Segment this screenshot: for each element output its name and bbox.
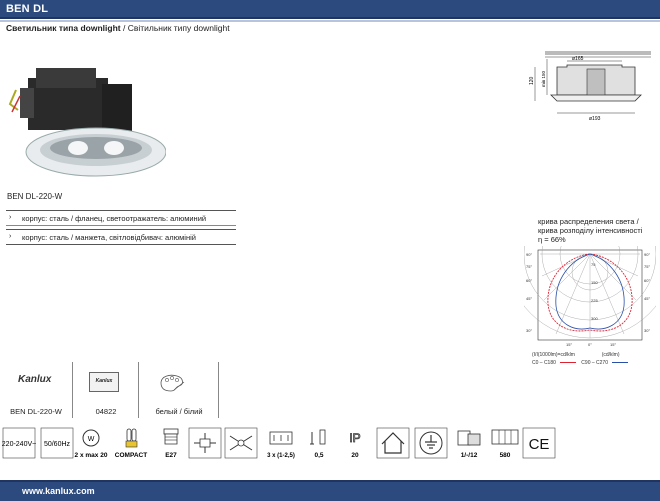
socket-icon — [154, 426, 188, 460]
angle-left-75: 75° — [526, 264, 533, 269]
voltage-icon — [2, 426, 36, 460]
angle-bottom: 0° — [588, 342, 592, 347]
legend-c0: C0 – C180 — [532, 360, 556, 366]
footer-url[interactable]: www.kanlux.com — [22, 486, 95, 496]
ring-label: 300 — [591, 316, 598, 321]
angle-left-90: 90° — [526, 252, 533, 257]
info-model: BEN DL-220-W — [10, 407, 62, 416]
mounting-icon — [188, 426, 222, 460]
polar-caption-line2: крива розподілу інтенсивності — [538, 226, 643, 235]
svg-text:W: W — [87, 436, 95, 443]
package-icon — [89, 372, 119, 392]
header-divider — [0, 20, 660, 22]
icon-label: 1/-/12 — [460, 452, 478, 459]
legend-unit-right: (cd/klm) — [601, 352, 620, 358]
earth-icon — [414, 426, 448, 460]
polar-legend-row1 — [532, 352, 620, 358]
angle-right-60: 60° — [644, 278, 651, 283]
angle-left-30: 30° — [526, 328, 533, 333]
icon-label: 50/60Hz — [43, 441, 71, 448]
chevron-right-icon: › — [9, 214, 12, 221]
ip-icon — [338, 426, 372, 460]
pieces-icon — [488, 426, 522, 460]
chevron-right-icon: › — [9, 233, 12, 240]
dim-bottom: ø193 — [589, 116, 601, 122]
info-code: 04822 — [95, 407, 117, 416]
subtitle-ru: Светильник типа downlight — [6, 23, 121, 33]
angle-right-90: 90° — [644, 252, 651, 257]
icon-label: 20 — [351, 452, 359, 459]
technical-drawing — [527, 45, 657, 127]
polar-diagram — [524, 246, 656, 351]
header-bar — [0, 0, 660, 19]
clip-icon — [224, 426, 258, 460]
icon-label: COMPACT — [114, 452, 148, 459]
angle-left-45: 45° — [526, 296, 533, 301]
indoor-icon — [376, 426, 410, 460]
model-label: BEN DL-220-W — [7, 192, 63, 201]
footer-bar — [0, 480, 660, 501]
palette-icon — [158, 373, 186, 393]
polar-legend-row2 — [532, 360, 632, 366]
wire-icon — [264, 426, 298, 460]
weight-icon — [302, 426, 336, 460]
legend-c90: C90 – C270 — [581, 360, 608, 366]
lamp-count-icon — [74, 426, 108, 460]
legend-blue-line — [612, 362, 628, 363]
icon-label: 3 x (1-2,5) — [267, 453, 295, 459]
spec-text: корпус: сталь / фланец, светоотражатель: алюминий — [22, 214, 207, 223]
icon-label: 220-240V~ — [2, 441, 36, 448]
polar-caption-line1: крива распределения света / — [538, 217, 639, 226]
subtitle-separator: / — [120, 23, 128, 33]
angle-right-75: 75° — [644, 264, 651, 269]
icon-label: 2 x max 20 — [74, 452, 108, 459]
angle-right-45: 45° — [644, 296, 651, 301]
dim-inner: min 150 — [541, 70, 546, 87]
page-title: BEN DL — [6, 3, 49, 15]
product-photo — [6, 60, 166, 185]
icon-label: 580 — [499, 452, 511, 459]
info-divider — [72, 362, 73, 418]
ce-icon — [522, 426, 556, 460]
ring-label: 150 — [591, 280, 598, 285]
angle-right-30: 30° — [644, 328, 651, 333]
spec-text: корпус: сталь / манжета, світловідбивач: алюміній — [22, 233, 196, 242]
info-color: белый / білий — [155, 407, 203, 416]
angle-bottom: 15° — [610, 342, 617, 347]
legend-red-line — [560, 362, 576, 363]
spec-row-ua — [6, 229, 236, 245]
dim-side: 120 — [529, 76, 535, 85]
ring-label: 75 — [591, 262, 596, 267]
legend-unit-left: (I/I(1000lm)=cd/klm — [532, 352, 575, 358]
icon-label: E27 — [165, 452, 177, 459]
angle-bottom: 15° — [566, 342, 573, 347]
icons-row — [2, 426, 658, 460]
polar-caption — [538, 217, 642, 244]
package-brand: Kanlux — [95, 378, 113, 384]
ring-label: 225 — [591, 298, 598, 303]
compact-lamp-icon — [114, 426, 148, 460]
brand-logo: Kanlux — [18, 374, 52, 385]
svg-text:CE: CE — [528, 436, 550, 453]
polar-caption-line3: η = 66% — [538, 235, 566, 244]
frequency-icon — [40, 426, 74, 460]
info-divider — [218, 362, 219, 418]
svg-text:IP: IP — [349, 431, 361, 445]
angle-left-60: 60° — [526, 278, 533, 283]
carton-icon — [452, 426, 486, 460]
dim-top: ø165 — [572, 56, 584, 62]
subtitle — [6, 23, 230, 33]
icon-label: 0,5 — [314, 452, 324, 459]
info-divider — [138, 362, 139, 418]
subtitle-ua: Світильник типу downlight — [127, 23, 230, 33]
spec-row-ru — [6, 210, 236, 226]
